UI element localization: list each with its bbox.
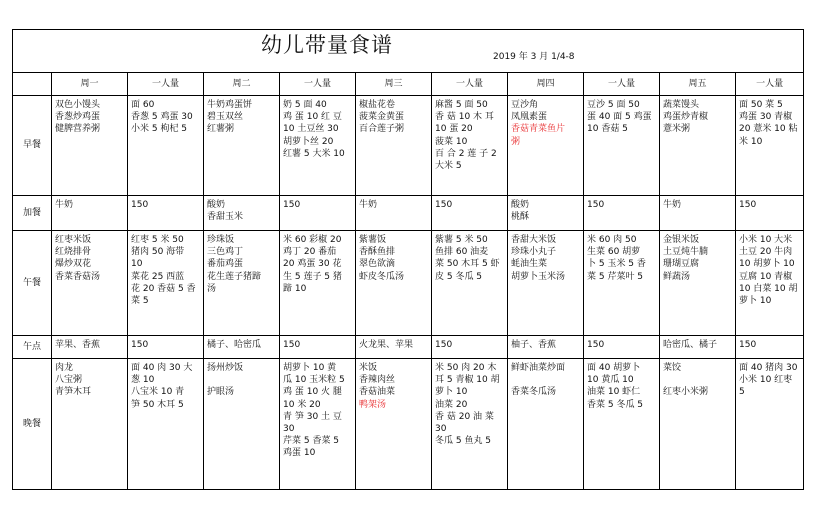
dish-line: 火龙果、苹果 [359, 340, 414, 350]
amount-line: 红枣 5 米 50 [131, 235, 184, 245]
header-day: 周五 [660, 73, 736, 96]
meal-row [13, 96, 804, 196]
amount-cell [584, 231, 660, 336]
dish-line: 香菇油菜 [359, 387, 396, 398]
dish-line: 红烧排骨 [55, 247, 92, 258]
dish-cell [508, 336, 584, 359]
amount-line: 150 [131, 340, 149, 350]
dish-line: 酸奶 [207, 200, 226, 210]
amount-line: 米 60 彩椒 20 [283, 235, 342, 245]
amount-cell [280, 96, 356, 196]
amount-cell [432, 336, 508, 359]
amount-line: 红薯 5 大米 10 [283, 148, 345, 159]
amount-cell [736, 196, 804, 231]
amount-line: 鸡 蛋 10 火 腿 [283, 387, 342, 398]
amount-cell [736, 96, 804, 196]
dish-line: 花生莲子猪蹄 [207, 271, 262, 282]
amount-line: 面 50 菜 5 [739, 100, 783, 110]
amount-line: 150 [739, 340, 757, 350]
amount-line: 油菜 20 [435, 399, 468, 410]
meal-row [13, 231, 804, 336]
amount-line: 皮 5 冬瓜 5 [435, 271, 483, 282]
amount-line: 面 40 猪肉 30 [739, 363, 798, 373]
dish-cell [508, 196, 584, 231]
dish-line: 扬州炒饭 [207, 363, 244, 373]
dish-line: 健脾营养粥 [55, 124, 101, 135]
amount-line: 鸡蛋 30 青椒 [739, 112, 793, 123]
amount-line: 蹄 10 [283, 283, 307, 294]
dish-line: 紫薯饭 [359, 235, 387, 245]
amount-line: 豆腐 10 青椒 [739, 271, 793, 282]
amount-line: 10 土豆丝 30 [283, 124, 339, 135]
amount-line: 萝卜 10 [435, 387, 468, 398]
amount-cell [128, 196, 204, 231]
amount-line: 菜花 25 西蓝 [131, 271, 185, 282]
dish-line: 薏米粥 [663, 124, 691, 135]
dish-cell [356, 196, 432, 231]
dish-line: 胡萝卜玉米汤 [511, 271, 566, 282]
meal-label: 晚餐 [13, 359, 52, 490]
dish-line: 鸡蛋炒青椒 [663, 112, 709, 123]
dish-line: 鲜虾油菜炒面 [511, 363, 566, 373]
menu-sheet [12, 29, 803, 490]
dish-line: 米饭 [359, 363, 378, 373]
dish-line: 凤凰素蛋 [511, 112, 548, 123]
amount-cell [280, 359, 356, 490]
amount-cell [280, 196, 356, 231]
amount-line: 小米 10 大米 [739, 235, 793, 245]
dish-line: 苹果、香蕉 [55, 340, 101, 350]
dish-cell [204, 196, 280, 231]
amount-cell [584, 336, 660, 359]
dish-line: 鸭架汤 [359, 399, 387, 410]
dish-line: 香甜玉米 [207, 212, 244, 223]
dish-line: 牛奶 [55, 200, 74, 210]
dish-line: 粥 [511, 136, 521, 147]
dish-cell [52, 196, 128, 231]
amount-line: 20 鸡蛋 30 花 [283, 259, 342, 270]
dish-line: 红薯粥 [207, 124, 235, 135]
amount-cell [280, 231, 356, 336]
dish-line: 香菜冬瓜汤 [511, 387, 557, 398]
header-row [13, 73, 804, 96]
dish-cell [660, 231, 736, 336]
amount-line: 油菜 10 虾仁 [587, 387, 641, 398]
dish-line [207, 374, 277, 386]
meal-label: 午点 [13, 336, 52, 359]
header-corner [13, 73, 52, 96]
amount-line: 青 笋 30 土 豆 [283, 411, 342, 422]
amount-line: 生 5 莲子 5 猪 [283, 271, 342, 282]
header-amount: 一人量 [280, 73, 356, 96]
dish-line: 护眼汤 [207, 387, 235, 398]
dish-line: 珊瑚豆腐 [663, 259, 700, 270]
dish-line: 牛奶鸡蛋饼 [207, 100, 253, 110]
amount-line: 小米 10 红枣 [739, 375, 793, 386]
dish-line: 双色小馒头 [55, 100, 101, 110]
dish-line: 柚子、香蕉 [511, 340, 557, 350]
dish-line: 菠菜金黄蛋 [359, 112, 405, 123]
dish-line: 哈密瓜、橘子 [663, 340, 718, 350]
amount-cell [432, 96, 508, 196]
dish-line: 珍珠饭 [207, 235, 235, 245]
meal-label: 加餐 [13, 196, 52, 231]
amount-line: 小米 5 枸杞 5 [131, 124, 188, 135]
meal-label: 早餐 [13, 96, 52, 196]
amount-line: 笋 50 木耳 5 [131, 399, 184, 410]
dish-cell [508, 359, 584, 490]
header-day: 周四 [508, 73, 584, 96]
amount-cell [128, 336, 204, 359]
dish-line: 碧玉双丝 [207, 112, 244, 123]
dish-line: 豆沙角 [511, 100, 539, 110]
dish-line: 香菜香菇汤 [55, 271, 101, 282]
dish-line: 香辣肉丝 [359, 375, 396, 386]
dish-line: 三色鸡丁 [207, 247, 244, 258]
dish-line: 牛奶 [663, 200, 682, 210]
dish-cell [356, 359, 432, 490]
amount-line: 10 黄瓜 10 [587, 375, 634, 386]
amount-line: 土豆 20 牛肉 [739, 247, 793, 258]
amount-line: 150 [739, 200, 757, 210]
dish-line: 椒盐花卷 [359, 100, 396, 110]
dish-line [663, 374, 733, 386]
amount-cell [128, 359, 204, 490]
dish-line [511, 374, 581, 386]
amount-line: 芹菜 5 香菜 5 [283, 436, 340, 447]
amount-line: 面 40 肉 30 大 [131, 363, 193, 373]
amount-cell [584, 196, 660, 231]
amount-line: 150 [283, 340, 301, 350]
amount-line: 10 胡萝卜 10 [739, 259, 795, 270]
amount-line: 瓜 10 玉米粒 5 [283, 375, 345, 386]
header-day: 周三 [356, 73, 432, 96]
dish-line: 青笋木耳 [55, 387, 92, 398]
dish-line: 酸奶 [511, 200, 530, 210]
meal-label: 午餐 [13, 231, 52, 336]
dish-cell [660, 96, 736, 196]
header-day: 周二 [204, 73, 280, 96]
dish-line: 香菇青菜鱼片 [511, 124, 566, 135]
amount-line: 鸡丁 20 番茄 [283, 247, 337, 258]
amount-line: 八宝米 10 青 [131, 387, 185, 398]
menu-table [12, 29, 804, 490]
dish-cell [204, 359, 280, 490]
meal-row [13, 196, 804, 231]
dish-cell [660, 359, 736, 490]
amount-line: 10 香菇 5 [587, 124, 628, 135]
dish-cell [356, 96, 432, 196]
dish-cell [356, 336, 432, 359]
amount-line: 150 [435, 340, 453, 350]
dish-cell [660, 196, 736, 231]
dish-line: 番茄鸡蛋 [207, 259, 244, 270]
amount-line: 香葱 5 鸡蛋 30 [131, 112, 193, 123]
amount-cell [128, 96, 204, 196]
amount-line: 卜 5 玉米 5 香 [587, 259, 646, 270]
amount-line: 鸡蛋 10 [283, 448, 316, 459]
meal-row [13, 359, 804, 490]
dish-cell [52, 231, 128, 336]
amount-line: 10 白菜 10 胡 [739, 283, 798, 294]
header-amount: 一人量 [432, 73, 508, 96]
amount-line: 150 [283, 200, 301, 210]
amount-line: 冬瓜 5 鱼丸 5 [435, 436, 492, 447]
dish-line: 珍珠小丸子 [511, 247, 557, 258]
dish-line: 肉龙 [55, 363, 74, 373]
amount-line: 菜 5 芹菜叶 5 [587, 271, 644, 282]
dish-line: 牛奶 [359, 200, 378, 210]
dish-line: 汤 [207, 283, 217, 294]
amount-cell [584, 359, 660, 490]
amount-line: 花 20 香菇 5 香 [131, 283, 196, 294]
amount-cell [280, 336, 356, 359]
dish-line: 金银米饭 [663, 235, 700, 245]
dish-cell [356, 231, 432, 336]
amount-line: 紫薯 5 米 50 [435, 235, 488, 245]
dish-cell [52, 336, 128, 359]
amount-line: 150 [587, 200, 605, 210]
date-range: 2019 年 3 月 1/4-8 [493, 52, 575, 62]
dish-line: 桃酥 [511, 212, 530, 223]
amount-line: 30 [283, 424, 295, 435]
header-amount: 一人量 [736, 73, 804, 96]
page-title: 幼儿带量食谱 [261, 33, 393, 57]
amount-line: 5 [739, 387, 745, 398]
amount-line: 米 60 肉 50 [587, 235, 637, 245]
header-amount: 一人量 [128, 73, 204, 96]
dish-line: 土豆炖牛腩 [663, 247, 709, 258]
dish-line: 香甜大米饭 [511, 235, 557, 245]
dish-line: 百合莲子粥 [359, 124, 405, 135]
amount-line: 150 [131, 200, 149, 210]
amount-cell [432, 359, 508, 490]
dish-cell [204, 231, 280, 336]
dish-cell [204, 336, 280, 359]
dish-line: 八宝粥 [55, 375, 83, 386]
amount-line: 豆沙 5 面 50 [587, 100, 640, 110]
dish-cell [52, 96, 128, 196]
amount-line: 菠菜 10 [435, 136, 468, 147]
dish-cell [508, 231, 584, 336]
amount-line: 蛋 40 面 5 鸡蛋 [587, 112, 652, 123]
amount-line: 30 [435, 424, 447, 435]
dish-line: 鲜蔬汤 [663, 271, 691, 282]
dish-line: 香葱炒鸡蛋 [55, 112, 101, 123]
dish-line: 香酥鱼排 [359, 247, 396, 258]
amount-line: 10 米 20 [283, 399, 321, 410]
amount-line: 麻酱 5 面 50 [435, 100, 488, 110]
amount-line: 香 菇 20 油 菜 [435, 411, 494, 422]
dish-line: 虾皮冬瓜汤 [359, 271, 405, 282]
amount-line: 米 10 [739, 136, 763, 147]
amount-line: 大米 5 [435, 161, 462, 172]
amount-line: 生菜 60 胡萝 [587, 247, 641, 258]
amount-cell [432, 196, 508, 231]
dish-line: 红枣小米粥 [663, 387, 709, 398]
meal-row [13, 336, 804, 359]
amount-line: 葱 10 [131, 375, 155, 386]
dish-line: 菜饺 [663, 363, 682, 373]
amount-line: 面 60 [131, 100, 155, 110]
amount-line: 菜 5 [131, 296, 149, 307]
amount-line: 150 [587, 340, 605, 350]
dish-line: 蔬菜馒头 [663, 100, 700, 110]
dish-line: 蚝油生菜 [511, 259, 548, 270]
amount-cell [432, 231, 508, 336]
amount-cell [736, 336, 804, 359]
amount-line: 10 [131, 259, 143, 270]
amount-line: 20 薏米 10 粘 [739, 124, 798, 135]
amount-cell [736, 231, 804, 336]
header-amount: 一人量 [584, 73, 660, 96]
amount-line: 奶 5 面 40 [283, 100, 327, 110]
amount-line: 鱼排 60 油麦 [435, 247, 489, 258]
amount-line: 耳 5 青椒 10 胡 [435, 375, 500, 386]
amount-line: 150 [435, 200, 453, 210]
amount-line: 香 菇 10 木 耳 [435, 112, 494, 123]
amount-line: 面 40 胡萝卜 [587, 363, 641, 373]
dish-cell [204, 96, 280, 196]
amount-line: 猪肉 50 海带 [131, 247, 185, 258]
dish-line: 翠色欲滴 [359, 259, 396, 270]
dish-line: 红枣米饭 [55, 235, 92, 245]
amount-cell [584, 96, 660, 196]
amount-line: 胡萝卜 10 黄 [283, 363, 337, 373]
dish-cell [660, 336, 736, 359]
amount-line: 萝卜 10 [739, 296, 772, 307]
dish-cell [52, 359, 128, 490]
amount-line: 菜 50 木耳 5 虾 [435, 259, 500, 270]
amount-line: 百 合 2 莲 子 2 [435, 148, 497, 159]
amount-line: 10 蛋 20 [435, 124, 473, 135]
amount-cell [128, 231, 204, 336]
dish-cell [508, 96, 584, 196]
title-row [13, 30, 804, 73]
amount-line: 米 50 肉 20 木 [435, 363, 497, 373]
amount-line: 鸡 蛋 10 红 豆 [283, 112, 342, 123]
dish-line: 橘子、哈密瓜 [207, 340, 262, 350]
amount-line: 香菜 5 冬瓜 5 [587, 399, 644, 410]
dish-line: 爆炒双花 [55, 259, 92, 270]
amount-cell [736, 359, 804, 490]
header-day: 周一 [52, 73, 128, 96]
amount-line: 胡萝卜丝 20 [283, 136, 334, 147]
